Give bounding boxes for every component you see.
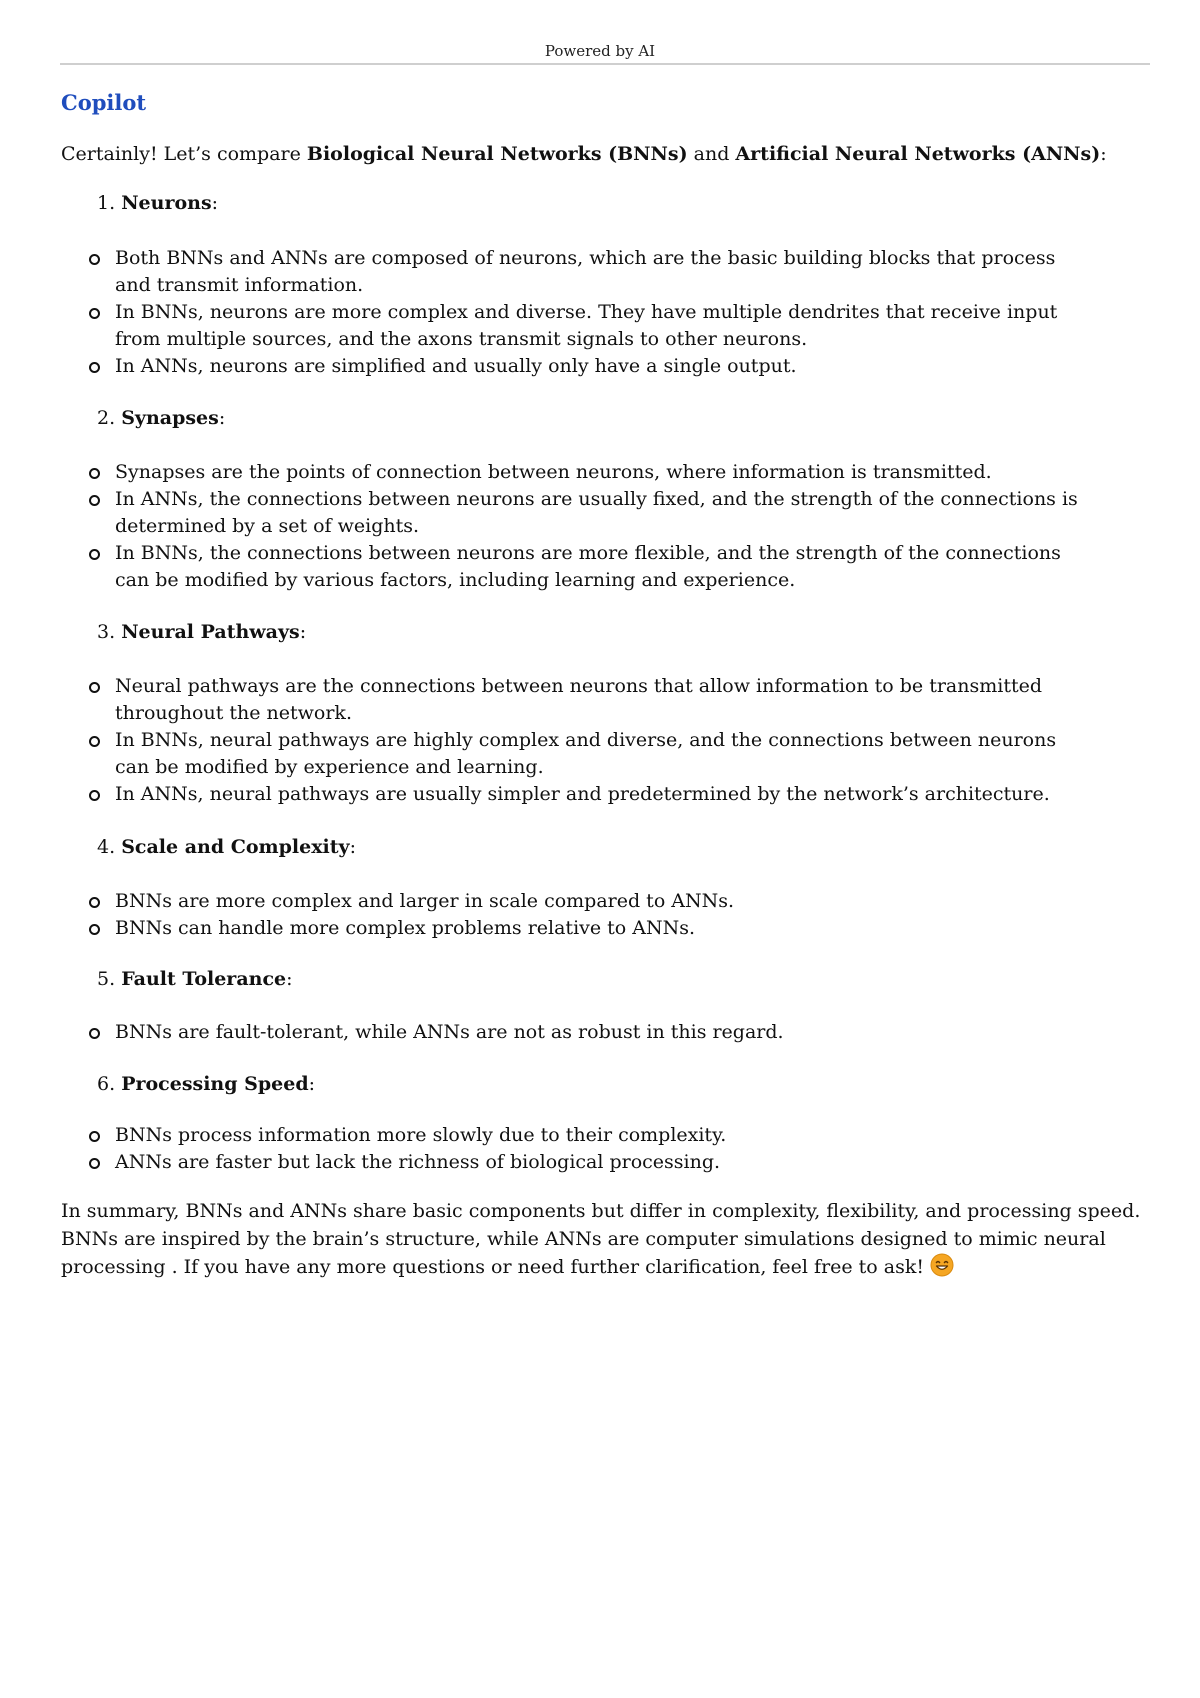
section-number: 5. — [97, 968, 116, 990]
list-item: BNNs process information more slowly due to their complexity. — [88, 1122, 1088, 1149]
list-item: In ANNs, neurons are simplified and usually only have a single output. — [88, 353, 1088, 380]
intro-paragraph — [61, 141, 1151, 168]
section-number: 6. — [97, 1073, 116, 1095]
bullet-circle-icon — [89, 682, 100, 693]
section-title: Fault Tolerance — [121, 968, 287, 990]
list-item: Synapses are the points of connection between neurons, where information is transmitted. — [88, 459, 1088, 486]
section-fault-tolerance — [61, 966, 1151, 993]
list-item: In ANNs, neural pathways are usually simpler and predetermined by the network’s architecture. — [88, 781, 1088, 808]
bullet-circle-icon — [89, 897, 100, 908]
smiling-face-icon — [930, 1253, 954, 1277]
bullet-circle-icon — [89, 549, 100, 560]
bullet-circle-icon — [89, 736, 100, 747]
bullet-circle-icon — [89, 468, 100, 479]
section-number: 2. — [97, 407, 116, 429]
section-title: Synapses — [121, 407, 219, 429]
list-item: Both BNNs and ANNs are composed of neurons, which are the basic building blocks that process and transmit information. — [88, 245, 1088, 299]
section-heading: 4. Scale and Complexity: — [97, 836, 356, 858]
bullet-circle-icon — [89, 1158, 100, 1169]
section-synapses — [61, 405, 1151, 432]
intro-term-bnn: Biological Neural Networks (BNNs) — [306, 143, 688, 165]
section-title: Scale and Complexity — [121, 836, 350, 858]
response-author-title: Copilot — [61, 90, 147, 115]
bullet-circle-icon — [89, 308, 100, 319]
bullet-list-fault-tolerance — [88, 1019, 1088, 1046]
bullet-list-synapses — [88, 459, 1088, 594]
section-neurons — [61, 190, 1151, 217]
section-scale-complexity — [61, 834, 1151, 861]
list-item: In BNNs, neurons are more complex and diverse. They have multiple dendrites that receive input from multiple sources, and the axons transmit signals to other neurons. — [88, 299, 1088, 353]
summary-paragraph — [61, 1197, 1151, 1281]
list-item: Neural pathways are the connections between neurons that allow information to be transmitted throughout the network. — [88, 673, 1088, 727]
bullet-circle-icon — [89, 362, 100, 373]
list-item: In ANNs, the connections between neurons are usually fixed, and the strength of the connections is determined by a set of weights. — [88, 486, 1088, 540]
header-divider — [60, 63, 1150, 65]
section-heading: 3. Neural Pathways: — [97, 621, 307, 643]
section-number: 3. — [97, 621, 116, 643]
intro-term-ann: Artificial Neural Networks (ANNs) — [735, 143, 1101, 165]
section-title: Processing Speed — [121, 1073, 309, 1095]
section-title: Neural Pathways — [121, 621, 300, 643]
section-heading: 6. Processing Speed: — [97, 1073, 316, 1095]
bullet-circle-icon — [89, 790, 100, 801]
section-heading: 1. Neurons: — [97, 192, 219, 214]
section-title: Neurons — [121, 192, 212, 214]
section-number: 1. — [97, 192, 116, 214]
bullet-circle-icon — [89, 1131, 100, 1142]
bullet-list-scale-complexity — [88, 888, 1088, 942]
intro-middle: and — [687, 143, 736, 165]
intro-prefix: Certainly! Let’s compare — [61, 143, 307, 165]
list-item: In BNNs, the connections between neurons are more flexible, and the strength of the connections can be modified by various factors, including learning and experience. — [88, 540, 1088, 594]
bullet-list-neurons — [88, 245, 1088, 380]
summary-text: In summary, BNNs and ANNs share basic components but differ in complexity, flexibility, and processing speed. BNNs are inspired by the brain’s structure, while ANNs are computer simulations designed to mimic neural processing . If you have any more questions or need further clarification, feel free to ask! — [61, 1200, 1141, 1278]
bullet-list-processing-speed — [88, 1122, 1088, 1176]
bullet-circle-icon — [89, 254, 100, 265]
section-heading: 5. Fault Tolerance: — [97, 968, 293, 990]
bullet-circle-icon — [89, 924, 100, 935]
section-heading: 2. Synapses: — [97, 407, 226, 429]
list-item: BNNs are more complex and larger in scale compared to ANNs. — [88, 888, 1088, 915]
intro-suffix: : — [1100, 143, 1107, 165]
list-item: BNNs can handle more complex problems relative to ANNs. — [88, 915, 1088, 942]
section-processing-speed — [61, 1071, 1151, 1098]
bullet-circle-icon — [89, 495, 100, 506]
list-item: BNNs are fault-tolerant, while ANNs are not as robust in this regard. — [88, 1019, 1088, 1046]
section-number: 4. — [97, 836, 116, 858]
bullet-circle-icon — [89, 1028, 100, 1039]
list-item: ANNs are faster but lack the richness of biological processing. — [88, 1149, 1088, 1176]
page-header: Powered by AI — [544, 42, 656, 60]
bullet-list-neural-pathways — [88, 673, 1088, 808]
list-item: In BNNs, neural pathways are highly complex and diverse, and the connections between neurons can be modified by experience and learning. — [88, 727, 1088, 781]
section-neural-pathways — [61, 619, 1151, 646]
